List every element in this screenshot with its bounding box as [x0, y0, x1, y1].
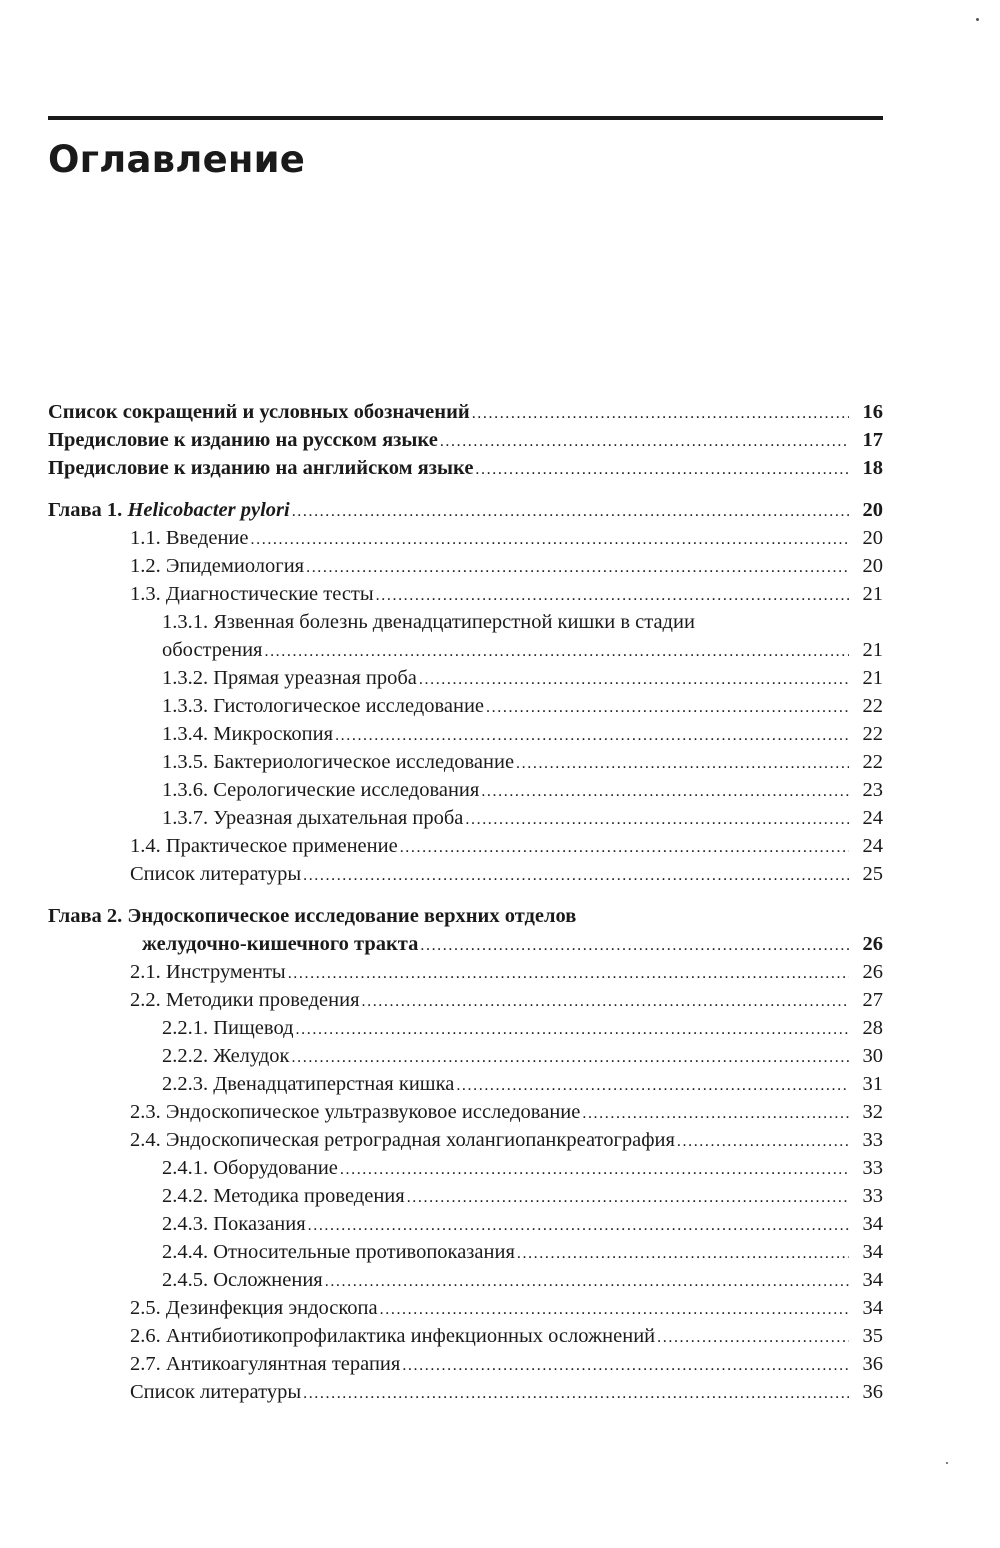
toc-page-number: 26 [862, 961, 883, 983]
dot-leader [376, 582, 849, 610]
toc-entry-label: 2.4. Эндоскопическая ретроградная холангиопанкреатография [130, 1129, 675, 1151]
toc-chapter-label: желудочно-кишечного тракта [142, 933, 419, 955]
toc-chapter-2-first-line[interactable]: Глава 2. Эндоскопическое исследование верхних отделов [48, 905, 577, 927]
toc-entry[interactable] [48, 958, 883, 986]
toc-entry-preface-russian[interactable] [48, 426, 883, 454]
toc-entry-label: 2.4.5. Осложнения [162, 1269, 323, 1291]
toc-page-number: 33 [862, 1129, 883, 1151]
dot-leader [516, 750, 849, 778]
toc-page-number: 24 [862, 807, 883, 829]
toc-entry[interactable] [48, 832, 883, 860]
dot-leader [380, 1296, 849, 1324]
dot-leader [582, 1100, 849, 1128]
toc-entry[interactable] [48, 1154, 883, 1182]
chapter-title: Helicobacter pylori [127, 499, 290, 521]
dot-leader [303, 862, 849, 890]
toc-entry-label: 2.6. Антибиотикопрофилактика инфекционных осложнений [130, 1325, 656, 1347]
toc-entry[interactable] [48, 1182, 883, 1210]
toc-page-number: 21 [862, 667, 883, 689]
table-of-contents [48, 398, 883, 1406]
dot-leader [419, 666, 849, 694]
toc-page-number: 18 [862, 457, 883, 479]
toc-page-number: 32 [862, 1101, 883, 1123]
toc-chapter-2[interactable] [48, 930, 883, 958]
dot-leader [303, 1380, 849, 1408]
dot-leader [657, 1324, 849, 1352]
dot-leader [402, 1352, 849, 1380]
toc-entry-label: 2.2.3. Двенадцатиперстная кишка [162, 1073, 455, 1095]
dot-leader [517, 1240, 849, 1268]
toc-entry-label: Предисловие к изданию на русском языке [48, 429, 438, 451]
dot-leader [362, 988, 850, 1016]
toc-page-number: 34 [862, 1241, 883, 1263]
toc-page-number: 34 [862, 1297, 883, 1319]
scan-speck [976, 18, 979, 21]
dot-leader [264, 638, 849, 666]
toc-entry-label: 1.2. Эпидемиология [130, 555, 305, 577]
toc-entry-label: 2.4.4. Относительные противопоказания [162, 1241, 515, 1263]
toc-entry[interactable] [48, 1294, 883, 1322]
dot-leader [407, 1184, 849, 1212]
toc-page-number: 22 [862, 723, 883, 745]
toc-chapter-1[interactable] [48, 496, 883, 524]
toc-entry-label: 2.4.1. Оборудование [162, 1157, 338, 1179]
dot-leader [288, 960, 849, 988]
toc-entry-label: 1.3.5. Бактериологическое исследование [162, 751, 515, 773]
toc-entry-label: 1.3.4. Микроскопия [162, 723, 334, 745]
dot-leader [325, 1268, 849, 1296]
toc-entry-label: Список сокращений и условных обозначений [48, 401, 470, 423]
dot-leader [251, 526, 849, 554]
toc-entry-label: обострения [162, 639, 263, 661]
toc-chapter-label [48, 496, 292, 524]
toc-entry[interactable] [48, 580, 883, 608]
toc-entry[interactable] [48, 1098, 883, 1126]
toc-page-number: 33 [862, 1185, 883, 1207]
toc-entry[interactable] [48, 524, 883, 552]
dot-leader [486, 694, 849, 722]
toc-entry-preface-english[interactable] [48, 454, 883, 482]
toc-entry[interactable] [48, 720, 883, 748]
toc-entry-label: 2.1. Инструменты [130, 961, 286, 983]
toc-page-number: 35 [862, 1325, 883, 1347]
toc-entry-label: 2.3. Эндоскопическое ультразвуковое исследование [130, 1101, 581, 1123]
toc-entry-label: 1.3. Диагностические тесты [130, 583, 374, 605]
toc-page-number: 22 [862, 751, 883, 773]
toc-entry-label: 2.2. Методики проведения [130, 989, 360, 1011]
toc-page-number: 22 [862, 695, 883, 717]
toc-page-number: 34 [862, 1213, 883, 1235]
toc-page-number: 26 [862, 933, 883, 955]
dot-leader [292, 1044, 849, 1072]
toc-entry[interactable] [48, 804, 883, 832]
toc-entry-label: 1.3.2. Прямая уреазная проба [162, 667, 417, 689]
toc-page-number: 33 [862, 1157, 883, 1179]
toc-entry[interactable] [48, 1322, 883, 1350]
chapter-prefix: Глава 1. [48, 499, 128, 521]
dot-leader [465, 806, 849, 834]
toc-entry[interactable] [48, 1014, 883, 1042]
dot-leader [677, 1128, 849, 1156]
dot-leader [340, 1156, 849, 1184]
toc-page-number: 28 [862, 1017, 883, 1039]
toc-page-number: 20 [862, 555, 883, 577]
toc-page-number: 36 [862, 1353, 883, 1375]
dot-leader [306, 554, 849, 582]
dot-leader [420, 932, 849, 960]
header-rule [48, 116, 883, 120]
toc-entry-first-line[interactable]: 1.3.1. Язвенная болезнь двенадцатиперстной кишки в стадии [162, 611, 695, 633]
toc-entry[interactable] [48, 1126, 883, 1154]
toc-page-number: 20 [862, 499, 883, 521]
toc-page-number: 20 [862, 527, 883, 549]
toc-page-number: 25 [862, 863, 883, 885]
toc-entry[interactable] [48, 1042, 883, 1070]
toc-entry-continuation[interactable] [48, 636, 883, 664]
page-title: Оглавление [48, 138, 306, 181]
toc-entry-label: 1.1. Введение [130, 527, 249, 549]
toc-entry-label: Список литературы [130, 863, 302, 885]
toc-entry-label: 1.3.3. Гистологическое исследование [162, 695, 485, 717]
toc-entry[interactable] [48, 1210, 883, 1238]
toc-page-number: 23 [862, 779, 883, 801]
toc-entry-abbreviations[interactable] [48, 398, 883, 426]
toc-page-number: 30 [862, 1045, 883, 1067]
toc-entry-label: 2.2.2. Желудок [162, 1045, 290, 1067]
dot-leader [308, 1212, 849, 1240]
toc-entry-label: Список литературы [130, 1381, 302, 1403]
dot-leader [296, 1016, 849, 1044]
toc-entry-label: 1.3.7. Уреазная дыхательная проба [162, 807, 464, 829]
dot-leader [335, 722, 849, 750]
toc-entry[interactable] [48, 1070, 883, 1098]
toc-entry-label: 2.7. Антикоагулянтная терапия [130, 1353, 401, 1375]
toc-entry-label: Предисловие к изданию на английском языке [48, 457, 474, 479]
toc-page-number: 36 [862, 1381, 883, 1403]
toc-entry-references[interactable] [48, 1378, 883, 1406]
toc-entry[interactable] [48, 986, 883, 1014]
toc-entry[interactable] [48, 1350, 883, 1378]
toc-page-number: 21 [862, 583, 883, 605]
scan-speck [946, 1462, 948, 1464]
toc-page-number: 17 [862, 429, 883, 451]
toc-page-number: 24 [862, 835, 883, 857]
toc-entry-label: 2.4.2. Методика проведения [162, 1185, 405, 1207]
toc-page-number: 31 [862, 1073, 883, 1095]
toc-page-number: 27 [862, 989, 883, 1011]
toc-page-number: 21 [862, 639, 883, 661]
toc-entry[interactable] [48, 692, 883, 720]
toc-entry[interactable] [48, 748, 883, 776]
dot-leader [440, 428, 849, 456]
toc-entry-label: 1.3.6. Серологические исследования [162, 779, 480, 801]
toc-entry[interactable] [48, 664, 883, 692]
dot-leader [481, 778, 849, 806]
toc-entry[interactable] [48, 1266, 883, 1294]
toc-entry-label: 2.2.1. Пищевод [162, 1017, 294, 1039]
toc-entry[interactable] [48, 776, 883, 804]
toc-entry[interactable] [48, 552, 883, 580]
toc-entry-label: 1.4. Практическое применение [130, 835, 398, 857]
dot-leader [292, 498, 849, 526]
toc-entry[interactable] [48, 1238, 883, 1266]
toc-page-number: 16 [862, 401, 883, 423]
toc-entry-label: 2.4.3. Показания [162, 1213, 306, 1235]
dot-leader [456, 1072, 849, 1100]
toc-page-number: 34 [862, 1269, 883, 1291]
dot-leader [400, 834, 849, 862]
toc-entry-references[interactable] [48, 860, 883, 888]
dot-leader [472, 400, 849, 428]
dot-leader [475, 456, 849, 484]
toc-entry-label: 2.5. Дезинфекция эндоскопа [130, 1297, 378, 1319]
